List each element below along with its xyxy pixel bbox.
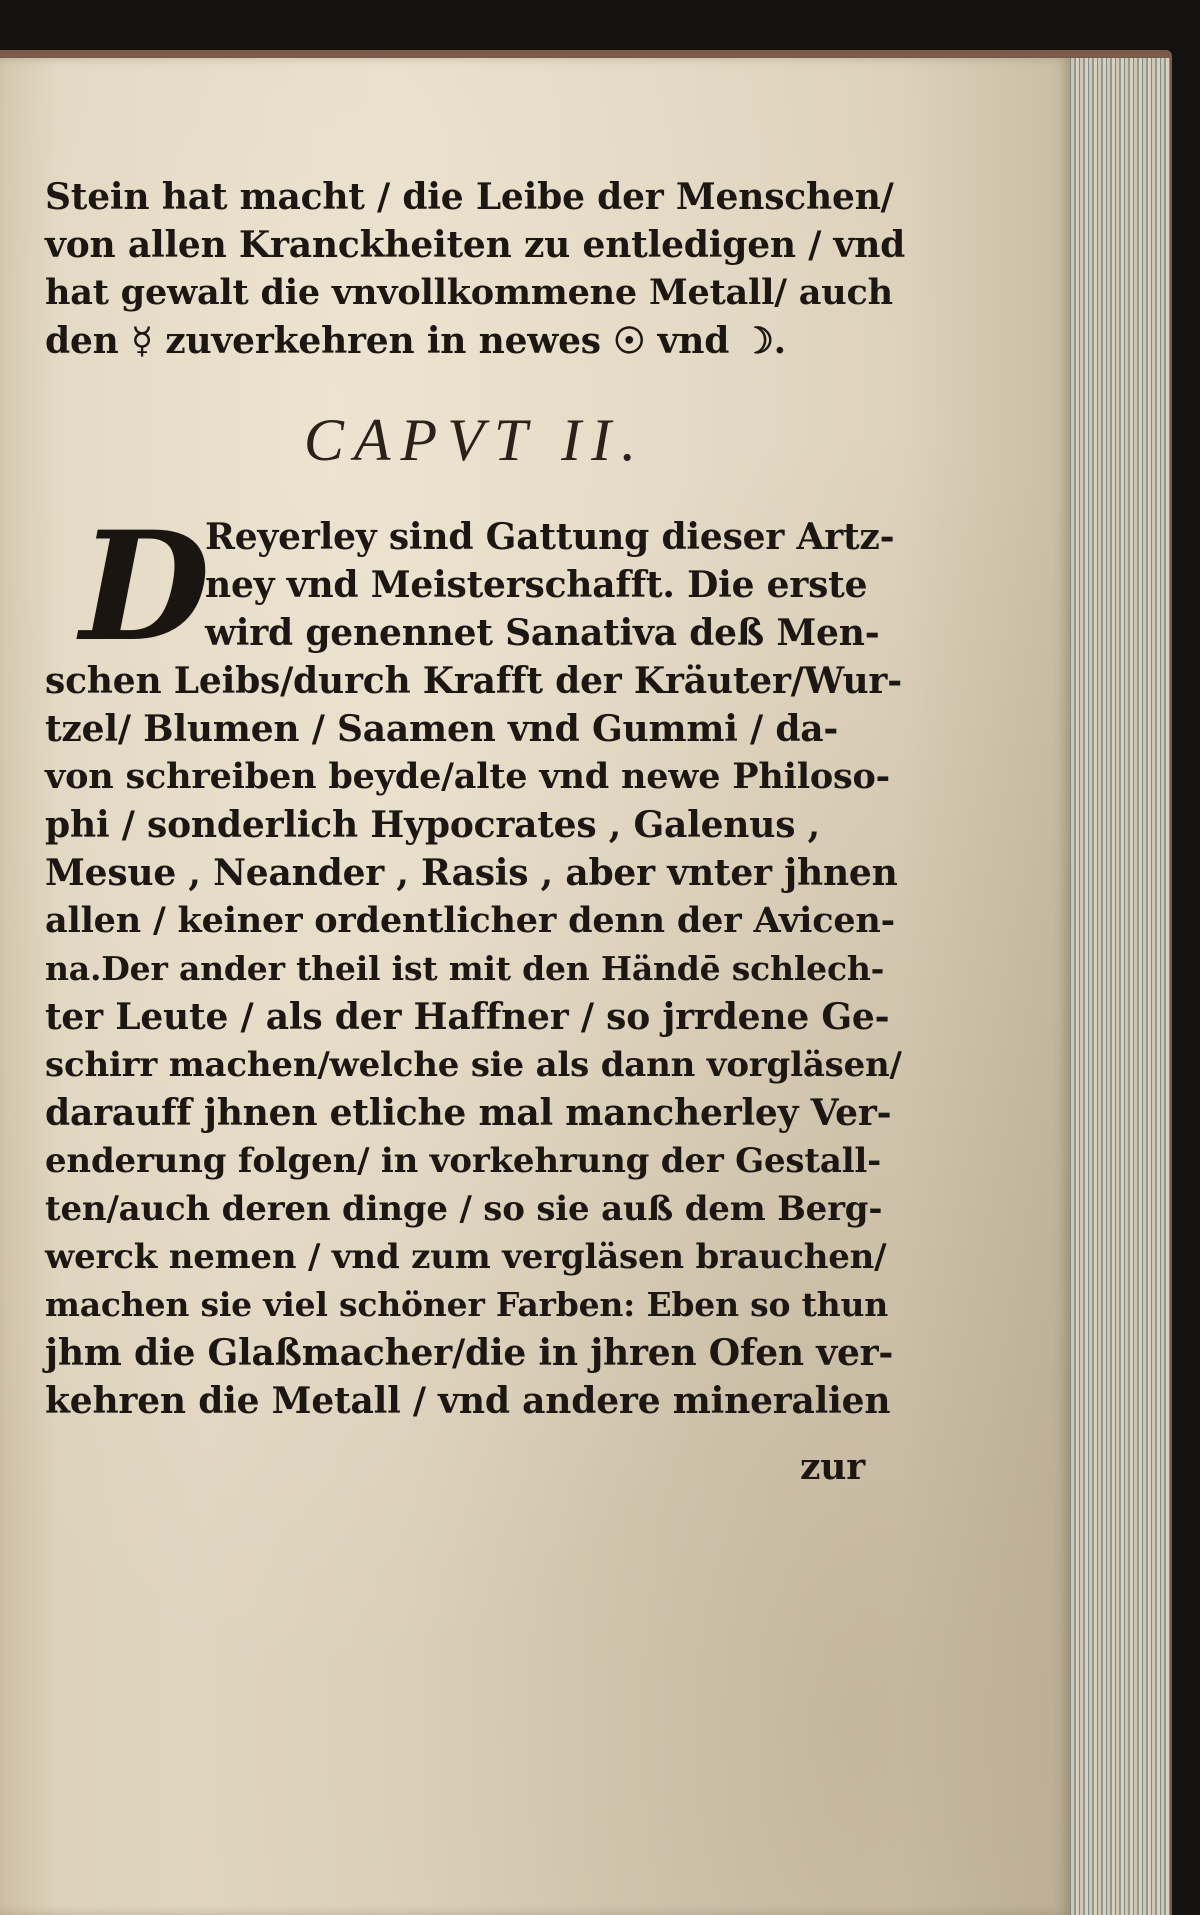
text-line: tzel/ Blumen / Saamen vnd Gummi / da- (45, 708, 839, 750)
text-line: von allen Kranckheiten zu entledigen / vnd (45, 224, 906, 266)
text-line: ney vnd Meisterschafft. Die erste (205, 564, 868, 606)
text-line: hat gewalt die vnvollkommene Metall/ auch (45, 272, 893, 313)
text-line: von schreiben beyde/alte vnd newe Philoso- (45, 756, 890, 797)
text-line: wird genennet Sanativa deß Men- (205, 612, 880, 654)
text-line: werck nemen / vnd zum vergläsen brauchen/ (45, 1237, 887, 1277)
text-line: machen sie viel schöner Farben: Eben so thun (45, 1285, 889, 1324)
top-paragraph (45, 173, 905, 365)
text-line: den ☿ zuverkehren in newes ☉ vnd ☽. (45, 320, 786, 362)
text-line: jhm die Glaßmacher/die in jhren Ofen ver- (45, 1332, 894, 1374)
text-line: darauff jhnen etliche mal mancherley Ver- (45, 1092, 892, 1134)
book-page (0, 58, 1070, 1915)
text-line: Mesue , Neander , Rasis , aber vnter jhnen (45, 852, 898, 894)
text-line: ter Leute / als der Haffner / so jrrdene Ge- (45, 996, 890, 1038)
text-line: kehren die Metall / vnd andere mineralien (45, 1380, 891, 1422)
page-text (45, 173, 905, 1491)
text-line: phi / sonderlich Hypocrates , Galenus , (45, 804, 820, 846)
decorated-initial: D (79, 499, 211, 675)
text-line: schirr machen/welche sie als dann vorgläsen/ (45, 1045, 902, 1085)
text-line: ten/auch deren dinge / so sie auß dem Berg- (45, 1189, 883, 1229)
text-line: enderung folgen/ in vorkehrung der Gestall- (45, 1141, 882, 1181)
chapter-body (45, 499, 905, 1425)
text-line: Reyerley sind Gattung dieser Artz- (205, 516, 895, 558)
chapter-heading: CAPVT II. (303, 407, 647, 473)
text-line: allen / keiner ordentlicher denn der Avicen- (45, 900, 895, 941)
catchword: zur (800, 1446, 865, 1488)
page-edges (1060, 58, 1170, 1915)
text-line: Stein hat macht / die Leibe der Menschen/ (45, 176, 894, 218)
text-line: na.Der ander theil ist mit den Händē schlech- (45, 949, 885, 988)
text-line: schen Leibs/durch Krafft der Kräuter/Wur- (45, 660, 902, 702)
